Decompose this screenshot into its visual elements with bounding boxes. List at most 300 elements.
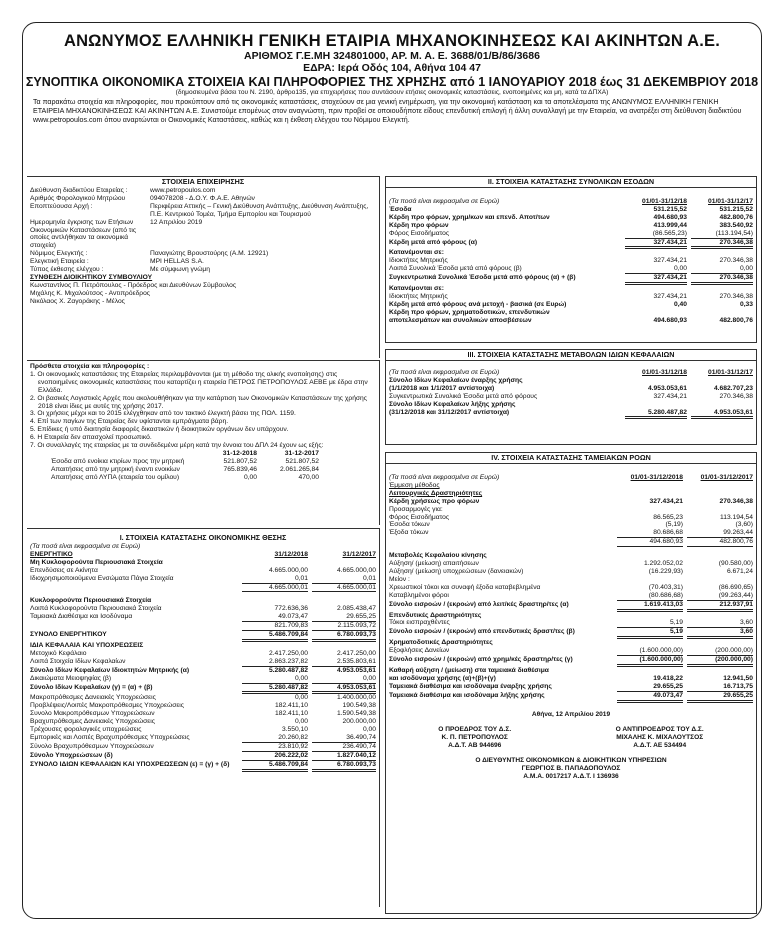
table-row <box>30 658 376 667</box>
row-value-current: 20.260,82 <box>242 734 308 743</box>
row-label: και ισοδύναμα χρήσης (α)+(β)+(γ) <box>389 674 496 682</box>
table-row <box>30 642 376 650</box>
row-value-prior: 3,60 <box>687 628 753 639</box>
income-col-a: 01/01-31/12/18 <box>642 198 687 205</box>
equity-col-b: 01/01-31/12/17 <box>708 369 753 376</box>
row-value-prior: 6.780.093,73 <box>312 631 376 642</box>
row-label: Κατανέμονται σε: <box>389 285 444 293</box>
row-value-current: 821.709,83 <box>242 622 308 631</box>
rp-label: Έσοδα από ενοίκια κτιρίων προς την μητρική <box>51 457 185 465</box>
row-value-prior: 6.671,24 <box>726 567 753 575</box>
row-value-prior: 482.800,76 <box>687 538 753 547</box>
row-value-prior: 0,33 <box>739 300 753 308</box>
row-label: Μεταβολές Κεφαλαίου κίνησης <box>389 552 487 560</box>
info-value: 12 Απριλίου 2019 <box>150 218 203 226</box>
row-value-prior: 29.655,25 <box>687 692 753 703</box>
row-label: Χρηματοδοτικές Δραστηριότητες <box>389 639 493 647</box>
income-note: (Τα ποσά είναι εκφρασμένα σε Ευρώ) <box>389 198 500 205</box>
table-row <box>389 506 753 514</box>
row-value-current: 0,00 <box>294 694 308 702</box>
signatures-row <box>386 726 756 750</box>
row-label: Καθαρή αύξηση / (μείωση) στα ταμειακά διαθέσιμα <box>389 666 549 674</box>
row-value-current: 206.222,02 <box>242 752 308 761</box>
table-row <box>30 694 376 702</box>
board-member: Κωνσταντίνος Π. Πετρόπουλος - Πρόεδρος και Διευθύνων Σύμβουλος <box>30 281 237 289</box>
row-value-current: 5,19 <box>617 628 683 639</box>
row-value-current: 1.619.413,03 <box>617 601 683 612</box>
table-row <box>389 612 753 620</box>
row-value-prior: 113.194,54 <box>720 513 753 521</box>
row-label: Αύξηση/ (μείωση) υποχρεώσεων (δανειακών) <box>389 567 524 575</box>
row-value-prior: 190.549,38 <box>342 702 376 710</box>
table-row <box>389 667 753 675</box>
table-row <box>389 265 753 274</box>
row-value-current: 772.636,36 <box>274 605 308 613</box>
row-value-prior: 2.115.093,72 <box>312 622 376 631</box>
table-row <box>30 559 376 567</box>
row-label: Σύνολο εισροών / (εκροών) από λειτ/κές δραστηρ/τες (α) <box>389 600 569 608</box>
equity-statement <box>385 349 757 445</box>
table-row <box>30 584 376 593</box>
table-row <box>30 597 376 605</box>
rp-row <box>51 466 319 474</box>
row-value-current: 29.655,25 <box>617 683 683 692</box>
additional-title: Πρόσθετα στοιχεία και πληροφορίες : <box>30 363 150 370</box>
row-value-prior: 0,01 <box>312 575 376 584</box>
rp-value-2017: 470,00 <box>298 473 319 481</box>
row-value-current: 494.680,93 <box>653 316 687 324</box>
table-row <box>389 214 753 222</box>
table-row <box>389 230 753 239</box>
row-value-current: 2.417.250,00 <box>268 649 308 657</box>
row-label: Λοιπά Συνολικά Έσοδα μετά από φόρους (β) <box>389 265 522 273</box>
row-label: ΣΥΝΟΛΟ ΕΝΕΡΓΗΤΙΚΟΥ <box>30 631 107 639</box>
row-value-prior: 1.590.549,38 <box>336 710 376 718</box>
signature-date: Αθήνα, 12 Απριλίου 2019 <box>531 710 611 718</box>
table-row <box>389 274 753 285</box>
sig3-title: Ο ΔΙΕΥΘΥΝΤΗΣ ΟΙΚΟΝΟΜΙΚΩΝ & ΔΙΟΙΚΗΤΙΚΩΝ ΥΠΗΡΕΣΙΩΝ <box>475 756 667 764</box>
table-row <box>389 538 753 547</box>
info-label: Εποπτεύουσα Αρχή : <box>30 202 93 210</box>
row-value-prior: 2.085.438,47 <box>336 605 376 613</box>
table-row <box>389 584 753 592</box>
row-value-prior: 212.937,91 <box>687 601 753 612</box>
row-value-prior: 482.800,76 <box>719 213 753 221</box>
company-info-title: ΣΤΟΙΧΕΙΑ ΕΠΙΧΕΙΡΗΣΗΣ <box>161 177 245 186</box>
additional-info <box>27 360 380 525</box>
row-label: Συγκεντρωτικά Συνολικά Έσοδα μετά από φόρους (α) + (β) <box>389 274 576 282</box>
row-value-prior: 236.490,74 <box>312 743 376 752</box>
table-row <box>30 734 376 743</box>
row-label: Μετοχικό Κεφάλαιο <box>30 649 87 657</box>
row-label: Σύνολο εισροών / (εκροών) από επενδυτικές δραστ/τες (β) <box>389 628 575 636</box>
row-label: Μείον : <box>389 575 410 583</box>
table-row <box>389 482 753 490</box>
additional-item: 2. Οι βασικές Λογιστικές Αρχές που ακολουθήθηκαν για την κατάρτιση των Οικονομικών Καταστάσεων της χρήσης 2018 είναι ίδιες με αυτές της χρήσης 2017. <box>30 394 367 410</box>
info-label: Τύπος έκθεσης ελέγχου : <box>30 266 104 274</box>
row-value-prior: 270.346,38 <box>691 274 753 285</box>
row-value-prior: 99.263,44 <box>687 529 753 538</box>
row-value-prior: 383.540,92 <box>719 221 753 229</box>
row-label: Χρεωστικοί τόκοι και συναφή έξοδα καταβεβλημένα <box>389 583 541 591</box>
table-row <box>389 521 753 529</box>
rp-row <box>51 474 319 482</box>
additional-item: 3. Οι χρήσεις μέχρι και το 2015 ελέγχθηκαν από τον τακτικό έλεγκτή βάσει της ΠΟΛ. 1159. <box>30 410 296 418</box>
row-value-current: 327.434,21 <box>653 292 687 300</box>
row-value-prior: 270.346,38 <box>719 392 753 400</box>
row-label: Κέρδη προ φόρων, χρηματοδοτικών, επενδυτικών <box>389 308 550 316</box>
table-row <box>30 622 376 631</box>
row-value-prior: (99.263,44) <box>687 592 753 601</box>
row-label: Δικαιώματα Μειοψηφίας (β) <box>30 674 112 682</box>
row-value-current: 5.280.487,82 <box>242 684 308 695</box>
company-info-rows <box>27 187 379 274</box>
right-column <box>385 176 757 918</box>
row-label: (1/1/2018 και 1/1/2017 αντίστοιχα) <box>389 384 495 392</box>
sig3-name: ΓΕΩΡΓΙΟΣ Β. ΠΑΠΑΔΟΠΟΥΛΟΣ <box>521 764 621 772</box>
row-value-prior: 531.215,52 <box>719 205 753 213</box>
row-label: Λοιπά Κυκλοφορούντα Περιουσιακά Στοιχεία <box>30 605 162 613</box>
row-label: Κέρδη προ φόρων, χρημ/κων και επενδ. Αποτ/των <box>389 213 550 221</box>
row-label: Σύνολο Ιδίων Κεφαλαίων Ιδιοκτητών Μητρικής (α) <box>30 666 190 674</box>
table-row <box>389 293 753 301</box>
table-row <box>389 683 753 692</box>
row-label: Επενδύσεις σε Ακίνητα <box>30 566 98 574</box>
row-label: Εμπορικές και Λοιπές Βραχυπρόθεσμες Υποχρεώσεις <box>30 733 190 741</box>
table-row <box>389 285 753 293</box>
row-value-current: 182.411,10 <box>275 710 308 718</box>
info-row <box>30 203 376 219</box>
row-value-current: (5,19) <box>665 521 683 529</box>
row-label: Αύξηση/ (μείωση) απαιτήσεων <box>389 560 479 568</box>
row-value-prior: 270.346,38 <box>691 239 753 250</box>
table-row <box>389 393 753 401</box>
table-row <box>389 529 753 538</box>
sig1-title: Ο ΠΡΟΕΔΡΟΣ ΤΟΥ Δ.Σ. <box>438 725 512 733</box>
document-frame <box>22 22 762 919</box>
additional-item: 1. Οι οικονομικές καταστάσεις της Εταιρείας περιλαμβάνονται (με τη μέθοδο της ολικής ενοποίησης) στις ενοποιημένες οικονομικές καταστάσεις που καταρτίζει η εταιρεία ΠΕΤΡΟΣ ΠΕΤΡΟΠΟΥΛΟΣ ΑΕΒΕ με έδρα στην Ελλάδα. <box>30 370 368 394</box>
row-value-current: 494.680,93 <box>653 213 687 221</box>
table-row <box>30 743 376 752</box>
row-value-prior: 270.346,38 <box>719 497 753 505</box>
table-row <box>389 409 753 420</box>
row-value-current: 0,40 <box>673 300 687 308</box>
row-label: Κέρδη χρήσεως προ φόρων <box>389 497 480 505</box>
equity-col-a: 01/01-31/12/18 <box>642 369 687 376</box>
row-value-prior: 29.655,25 <box>312 613 376 622</box>
info-row <box>30 187 376 195</box>
table-row <box>389 675 753 683</box>
equity-note: (Τα ποσά είναι εκφρασμένα σε Ευρώ) <box>389 369 500 376</box>
row-value-current: 413.999,44 <box>653 221 687 229</box>
info-row <box>30 250 376 258</box>
info-label: Διεύθυνση διαδικτύου Εταιρείας : <box>30 187 128 194</box>
row-value-current: 86.565,23 <box>653 513 683 521</box>
additional-item: 5. Επίδικες ή υπό διαιτησία διαφορές δικαστικών ή διοικητικών οργάνων δεν υπάρχουν. <box>30 426 289 434</box>
row-value-current: 327.434,21 <box>625 239 687 250</box>
row-value-prior: 482.800,76 <box>719 316 753 324</box>
row-label: Κέρδη μετά από φόρους ανά μετοχή - βασικά (σε Ευρώ) <box>389 300 567 308</box>
cash-rows <box>386 482 756 703</box>
row-value-current: 23.810,92 <box>242 743 308 752</box>
table-row <box>30 667 376 675</box>
row-label: Φόρος Εισοδήματος <box>389 513 450 521</box>
table-row <box>30 684 376 695</box>
address: ΕΔΡΑ: Ιερά Οδός 104, Αθήνα 104 47 <box>303 62 481 74</box>
table-row <box>389 309 753 317</box>
info-label: Αριθμός Φορολογικού Μητρώου <box>30 194 126 202</box>
row-value-prior: 270.346,38 <box>719 292 753 300</box>
row-value-current: (70.403,31) <box>648 583 683 591</box>
rp-col-2018: 31-12-2018 <box>222 449 257 457</box>
info-label: Ημερομηνία έγκρισης των Ετήσιων Οικονομικών Καταστάσεων (από τις οποίες αντλήθηκαν τα οικονομικά στοιχεία) <box>30 218 137 250</box>
company-name: ΑΝΩΝΥΜΟΣ ΕΛΛΗΝΙΚΗ ΓΕΝΙΚΗ ΕΤΑΙΡΙΑ ΜΗΧΑΝΟΚΙΝΗΣΕΩΣ ΚΑΙ ΑΚΙΝΗΤΩΝ Α.Ε. <box>63 32 721 50</box>
table-row <box>30 613 376 622</box>
row-label: Έξοδα τόκων <box>389 529 429 537</box>
row-label: Ιδιοκτήτες Μητρικής <box>389 292 448 300</box>
cash-title: IV. ΣΤΟΙΧΕΙΑ ΚΑΤΑΣΤΑΣΗΣ ΤΑΜΕΙΑΚΩΝ ΡΟΩΝ <box>386 453 756 464</box>
info-row <box>30 266 376 274</box>
row-value-current: 5.486.709,84 <box>242 761 308 772</box>
info-row <box>30 195 376 203</box>
row-label: Έσοδα τόκων <box>389 521 430 529</box>
row-value-current: 0,00 <box>294 718 308 726</box>
row-value-current: 49.073,47 <box>617 692 683 703</box>
row-label: Φόρος Εισοδήματος <box>389 229 450 237</box>
table-row <box>389 628 753 639</box>
balance-col-a: 31/12/2018 <box>274 550 308 558</box>
row-label: Καταβλημένοι φόροι <box>389 591 449 599</box>
sig2-name: ΜΙΧΑΛΗΣ Κ. ΜΙΧΑΛΟΥΤΣΟΣ <box>616 733 704 741</box>
row-label: Σύνολο Υποχρεώσεων (δ) <box>30 751 113 759</box>
table-row <box>389 552 753 560</box>
registration: ΑΡΙΘΜΟΣ Γ.Ε.ΜΗ 324801000, ΑΡ. Μ. Α. Ε. 3688/01/Β/86/3686 <box>244 50 540 62</box>
row-label: Έμμεση μέθοδος <box>389 481 440 489</box>
table-row <box>389 249 753 257</box>
sig2-id: Α.Δ.Τ. ΑΕ 534494 <box>633 741 687 749</box>
table-row <box>389 239 753 250</box>
table-row <box>389 692 753 703</box>
info-value: Περιφέρεια Αττικής – Γενική Διεύθυνση Ανάπτυξης, Διεύθυνση Ανάπτυξης, Π.Ε. Κεντρικού Τομέα, Τμήμα Εμπορίου και Τουρισμού <box>150 202 369 218</box>
row-label: Μακροπρόθεσμες Δανειακές Υποχρεώσεις <box>30 694 156 702</box>
balance-note: (Τα ποσά είναι εκφρασμένα σε Ευρώ) <box>30 543 141 550</box>
table-row <box>389 222 753 230</box>
table-row <box>389 656 753 667</box>
info-value: MPI HELLAS S.A. <box>150 258 204 266</box>
table-row <box>389 401 753 409</box>
row-label: ΣΥΝΟΛΟ ΙΔΙΩΝ ΚΕΦΑΛΑΙΩΝ ΚΑΙ ΥΠΟΧΡΕΩΣΕΩΝ (ε) = (γ) + (δ) <box>30 760 230 768</box>
row-value-current: 327.434,21 <box>653 392 687 400</box>
row-value-prior: (86.690,65) <box>718 583 753 591</box>
sig3-id: Α.Μ.Α. 0017217 Α.Δ.Τ. Ι 136936 <box>523 772 619 780</box>
row-label: Σύνολο Βραχυπρόθεσμων Υποχρεώσεων <box>30 742 154 750</box>
info-label: Νόμιμος Ελεγκτής : <box>30 250 88 258</box>
balance-title: Ι. ΣΤΟΙΧΕΙΑ ΚΑΤΑΣΤΑΣΗΣ ΟΙΚΟΝΟΜΙΚΗΣ ΘΕΣΗΣ <box>119 533 287 542</box>
row-value-current: 494.680,93 <box>617 538 683 547</box>
row-value-prior: (3,60) <box>735 521 753 529</box>
row-value-current: 4.953.053,61 <box>647 384 687 392</box>
row-value-current: 531.215,52 <box>653 205 687 213</box>
company-info <box>27 176 380 358</box>
row-value-prior: 2.417.250,00 <box>336 649 376 657</box>
row-value-current: 3.550,10 <box>281 726 308 734</box>
row-value-prior: (113.194,54) <box>691 230 753 239</box>
row-value-prior: 6.780.093,73 <box>312 761 376 772</box>
row-value-current: (80.686,68) <box>617 592 683 601</box>
row-value-current: (86.565,23) <box>625 230 687 239</box>
rp-label: Απαιτήσεις από ΛΥΠΑ (εταιρεία του ομίλου) <box>51 473 180 481</box>
row-value-prior: 0,00 <box>312 675 376 684</box>
board-member: Μιχάλης Κ. Μιχαλούτσος - Αντιπρόεδρος <box>30 289 151 297</box>
row-value-prior: 12.941,50 <box>723 674 753 682</box>
table-row <box>30 726 376 734</box>
row-value-current: 0,00 <box>625 265 687 274</box>
row-value-prior: 16.713,75 <box>687 683 753 692</box>
row-label: Λειτουργικές Δραστηριότητες <box>389 489 483 497</box>
row-value-prior: 0,00 <box>362 726 376 734</box>
table-row <box>30 675 376 684</box>
row-label: Έσοδα <box>389 205 412 213</box>
additional-item: 6. Η Εταιρεία δεν απασχολεί προσωπικό. <box>30 434 152 442</box>
income-title: ΙΙ. ΣΤΟΙΧΕΙΑ ΚΑΤΑΣΤΑΣΗΣ ΣΥΝΟΛΙΚΩΝ ΕΣΟΔΩΝ <box>386 177 756 188</box>
table-row <box>30 702 376 710</box>
row-label: Κατανέμονται σε: <box>389 249 444 257</box>
row-label: Ταμειακά Διαθέσιμα και Ισοδύναμα <box>30 613 133 621</box>
info-value: Παναγιώτης Βρουστούρης (Α.Μ. 12921) <box>150 250 269 258</box>
table-row <box>30 605 376 613</box>
table-row <box>389 619 753 628</box>
equity-rows <box>386 377 756 420</box>
rp-label: Απαιτήσεις από την μητρική έναντι ενοικίων <box>51 465 180 473</box>
table-row <box>389 639 753 647</box>
row-value-current: 4.665.000,00 <box>268 566 308 574</box>
table-row <box>30 631 376 642</box>
rp-col-2017: 31-12-2017 <box>284 449 319 457</box>
table-row <box>30 752 376 761</box>
row-label: Συγκεντρωτικά Συνολικά Έσοδα μετά από φόρους <box>389 392 538 400</box>
rp-value-2017: 521.807,52 <box>285 457 319 465</box>
rp-row <box>51 458 319 466</box>
balance-rows <box>27 559 379 772</box>
row-value-current: (1.600.000,00) <box>617 647 683 656</box>
income-statement <box>385 176 757 343</box>
table-row <box>389 647 753 656</box>
row-value-current: (16.229,93) <box>648 567 683 575</box>
header <box>23 32 761 125</box>
row-value-current: 327.434,21 <box>649 497 683 505</box>
sig2-title: Ο ΑΝΤΙΠΡΟΕΔΡΟΣ ΤΟΥ Δ.Σ. <box>615 725 704 733</box>
table-row <box>389 317 753 325</box>
table-row <box>389 498 753 506</box>
income-rows <box>386 206 756 325</box>
row-value-current: 49.073,47 <box>242 613 308 622</box>
table-row <box>389 514 753 522</box>
info-row <box>30 219 376 251</box>
sig1-name: Κ. Π. ΠΕΤΡΟΠΟΥΛΟΣ <box>441 733 508 741</box>
row-label: Ταμειακά διαθέσιμα και ισοδύναμα λήξης χρήσης <box>389 691 545 699</box>
row-value-current: 80.686,68 <box>617 529 683 538</box>
table-row <box>389 601 753 612</box>
row-value-prior: 1.827.040,12 <box>312 752 376 761</box>
row-value-prior: 0,00 <box>691 265 753 274</box>
row-label: Μη Κυκλοφορούντα Περιουσιακά Στοιχεία <box>30 558 163 566</box>
table-row <box>30 761 376 772</box>
table-row <box>30 710 376 718</box>
additional-item: 4. Επί των παγίων της Εταιρείας δεν υφίστανται εμπράγματα βάρη. <box>30 418 229 426</box>
row-value-prior: (200.000,00) <box>687 647 753 656</box>
row-label: Εξοφλήσεις Δανείων <box>389 647 450 655</box>
row-label: Κέρδη μετά από φόρους (α) <box>389 238 478 246</box>
additional-item: 7. Οι συναλλαγές της εταιρείας με τα συνδεδεμένα μέρη κατά την έννοια του ΔΠΛ 24 έχουν ως εξής: <box>30 442 324 450</box>
row-value-current: 2.863.237,82 <box>242 658 308 667</box>
row-label: Τρέχουσες φορολογικές υποχρεώσεις <box>30 726 142 734</box>
row-value-current: 4.665.000,01 <box>242 584 308 593</box>
row-label: Επενδυτικές Δραστηριότητες <box>389 611 482 619</box>
cash-flow-statement <box>385 452 757 914</box>
row-label: Προβλέψεις/Λοιπές Μακροπρόθεσμες Υποχρεώσεις <box>30 702 185 710</box>
row-value-current: 5,19 <box>617 619 683 628</box>
row-label: Κυκλοφορούντα Περιουσιακά Στοιχεία <box>30 597 152 605</box>
board-member: Νικόλαος Χ. Ζαγοράκης - Μέλος <box>30 297 125 305</box>
info-row <box>30 258 376 266</box>
row-value-current: (1.600.000,00) <box>617 656 683 667</box>
row-label: Σύνολο Ιδίων Κεφαλαίων λήξης χρήσης <box>389 400 516 408</box>
row-label: Προσαρμογές για: <box>389 505 443 513</box>
row-label: Ταμειακά διαθέσιμα και ισοδύναμα έναρξης χρήσης <box>389 682 552 690</box>
board-title: ΣΥΝΘΕΣΗ ΔΙΟΙΚΗΤΙΚΟΥ ΣΥΜΒΟΥΛΙΟΥ <box>30 273 153 281</box>
balance-col-label: ΕΝΕΡΓΗΤΙΚΟ <box>30 550 73 558</box>
table-row <box>389 576 753 584</box>
row-value-prior: 3,60 <box>687 619 753 628</box>
row-label: Σύνολο Ιδίων Κεφαλαίων (γ) = (α) + (β) <box>30 683 153 691</box>
row-value-prior: 4.953.053,61 <box>336 666 376 674</box>
signature-president <box>438 726 511 750</box>
signature-vice-president <box>616 726 704 750</box>
document-title: ΣΥΝΟΠΤΙΚΑ ΟΙΚΟΝΟΜΙΚΑ ΣΤΟΙΧΕΙΑ ΚΑΙ ΠΛΗΡΟΦΟΡΙΕΣ ΤΗΣ ΧΡΗΣΗΣ από 1 ΙΑΝΟΥΑΡΙΟΥ 2018 έως 31 ΔΕΚΕΜΒΡΙΟΥ 2018 <box>25 75 759 89</box>
rp-value-2017: 2.061.265,84 <box>279 465 319 473</box>
row-label: αποτελεσμάτων και συνολικών αποσβέσεων <box>389 316 532 324</box>
rp-value-2018: 0,00 <box>243 473 257 481</box>
row-value-prior: 4.953.053,61 <box>312 684 376 695</box>
table-row <box>389 560 753 568</box>
rp-value-2018: 521.807,52 <box>223 457 257 465</box>
table-row <box>389 206 753 214</box>
info-value: 094078208 - Δ.Ο.Υ. Φ.Α.Ε. Αθηνών <box>150 194 255 202</box>
balance-sheet <box>27 528 380 907</box>
table-row <box>30 567 376 575</box>
row-value-prior: 4.953.053,61 <box>691 409 753 420</box>
row-label: Ιδιοκτήτες Μητρικής <box>389 257 448 265</box>
cash-col-a: 01/01-31/12/2018 <box>630 474 683 481</box>
table-row <box>389 568 753 576</box>
row-label: Ιδιοχρησιμοποιούμενα Ενσώματα Πάγια Στοιχεία <box>30 574 174 582</box>
row-value-prior: 270.346,38 <box>719 257 753 265</box>
left-column <box>27 176 380 918</box>
table-row <box>389 592 753 601</box>
related-party-table <box>27 450 379 482</box>
row-label: Λοιπά Στοιχεία Ιδίων Κεφαλαίων <box>30 657 126 665</box>
signature-finance-director <box>386 757 756 781</box>
info-value: Με σύμφωνη γνώμη <box>150 266 211 274</box>
row-value-prior: (200.000,00) <box>687 656 753 667</box>
info-value: www.petropoulos.com <box>150 187 216 194</box>
row-label: Κέρδη προ φόρων <box>389 221 449 229</box>
additional-items <box>27 371 379 450</box>
board-members <box>27 282 379 306</box>
intro-text: Τα παρακάτω στοιχεία και πληροφορίες, που προκύπτουν από τις οικονομικές καταστάσεις, στοχεύουν σε μια γενική ενημέρωση, για την οικονομική κατάσταση και τα αποτελέσματα της ΑΝΩΝΥΜΟΣ ΕΛΛΗΝΙΚΗ ΓΕΝΙΚΗ ΕΤΑΙΡΕΙΑ ΜΗΧΑΝΟΚΙΝΗΣΕΩΣ ΚΑΙ ΑΚΙΝΗΤΩΝ Α.Ε. Συνιστούμε επομένως στον αναγνώστη, πριν προβεί σε οποιουδήποτε είδους επενδυτική επιλογή ή άλλη συναλλαγή με την Εταιρεία, να ανατρέξει στη διεύθυνση διαδικτύου www.petropoulos.com όπου αναρτώνται οι Οικονομικές Καταστάσεις, καθώς και η έκθεση ελέγχου του Νόμιμου Ελεγκτή. <box>33 98 742 124</box>
row-value-prior: (90.580,00) <box>718 560 753 568</box>
rp-value-2018: 765.839,46 <box>223 465 257 473</box>
